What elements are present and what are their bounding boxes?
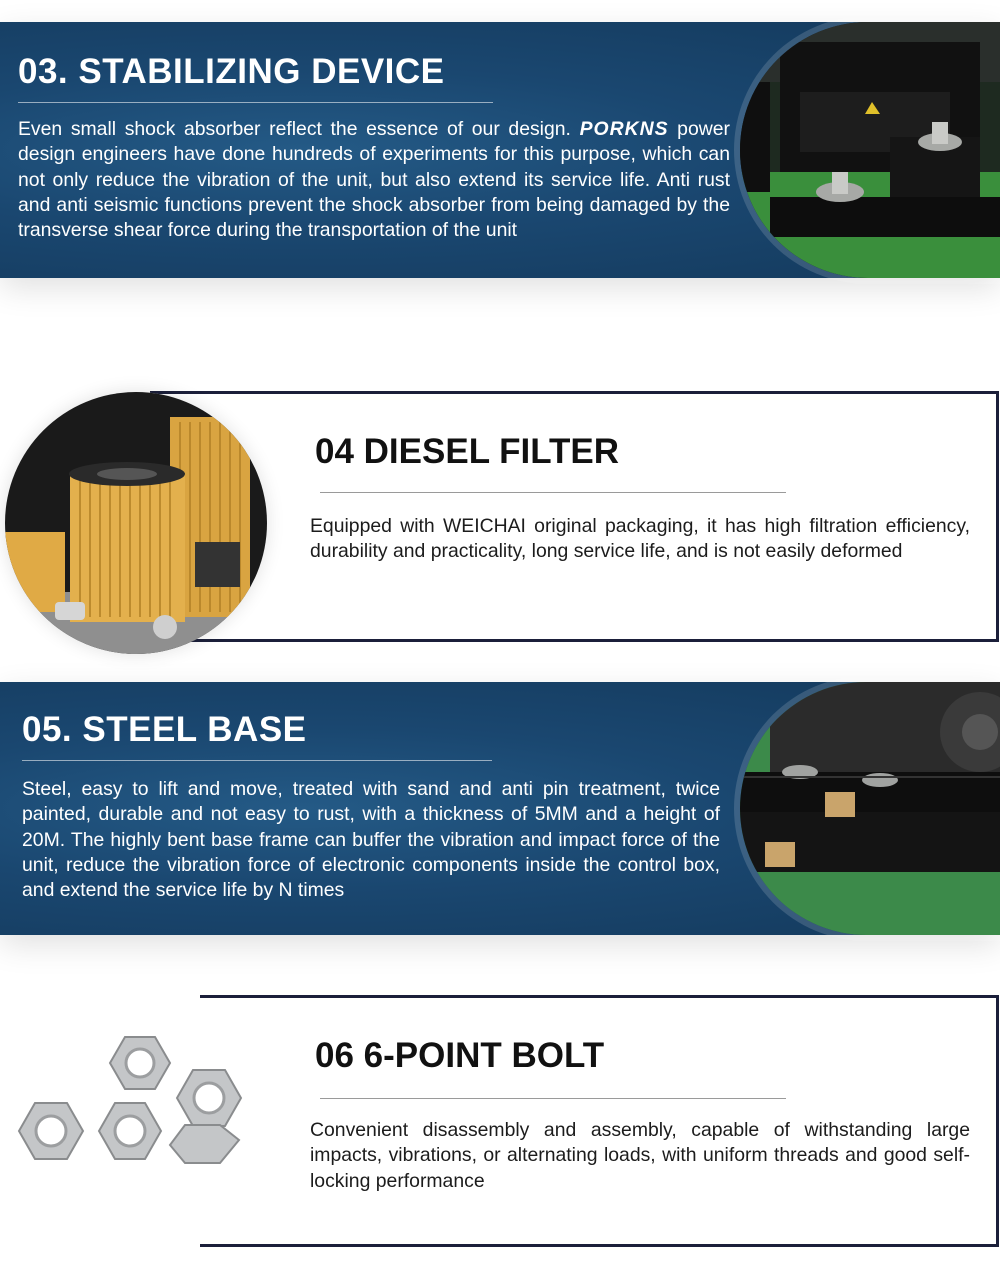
section-title: 04 DIESEL FILTER xyxy=(315,432,620,471)
section-description: Convenient disassembly and assembly, capable of withstanding large impacts, vibrations, or alternating loads, with uniform threads and good self-locking performance xyxy=(310,1119,970,1192)
bolt-section xyxy=(200,995,999,1247)
shock-absorber-photo xyxy=(740,22,1000,278)
title-divider xyxy=(320,492,786,493)
steel-base-photo xyxy=(740,682,1000,935)
diesel-filter-photo xyxy=(5,392,267,654)
title-divider xyxy=(18,102,493,103)
section-description: Steel, easy to lift and move, treated with sand and anti pin treatment, twice painted, durable and not easy to rust, with a thickness of 5MM and a height of 20M. The highly bent base frame can buffer the vibration and impact force of the unit, reduce the vibration force of electronic components inside the control box, and extend the service life by N times xyxy=(22,778,720,902)
section-title: 06 6-POINT BOLT xyxy=(315,1036,605,1075)
section-description xyxy=(18,117,730,243)
hex-nut-photo xyxy=(5,995,265,1255)
description-rest: power design engineers have done hundreds of experiments for this purpose, which can not only reduce the vibration of the unit, but also extend its service life. Anti rust and anti seismic functions prevent the shock absorber from being damaged by the transverse shear force during the transportation of the unit xyxy=(18,118,730,242)
section-title: 05. STEEL BASE xyxy=(22,710,307,749)
stabilizing-device-section xyxy=(0,22,1000,278)
diesel-filter-section xyxy=(150,391,999,642)
description-intro: Even small shock absorber reflect the essence of our design. xyxy=(18,118,571,140)
section-title: 03. STABILIZING DEVICE xyxy=(18,52,445,91)
title-divider xyxy=(22,760,492,761)
title-divider xyxy=(320,1098,786,1099)
section-description: Equipped with WEICHAI original packaging, it has high filtration efficiency, durability and practicality, long service life, and is not easily deformed xyxy=(310,515,970,563)
brand-name: PORKNS xyxy=(579,118,669,140)
steel-base-section xyxy=(0,682,1000,935)
